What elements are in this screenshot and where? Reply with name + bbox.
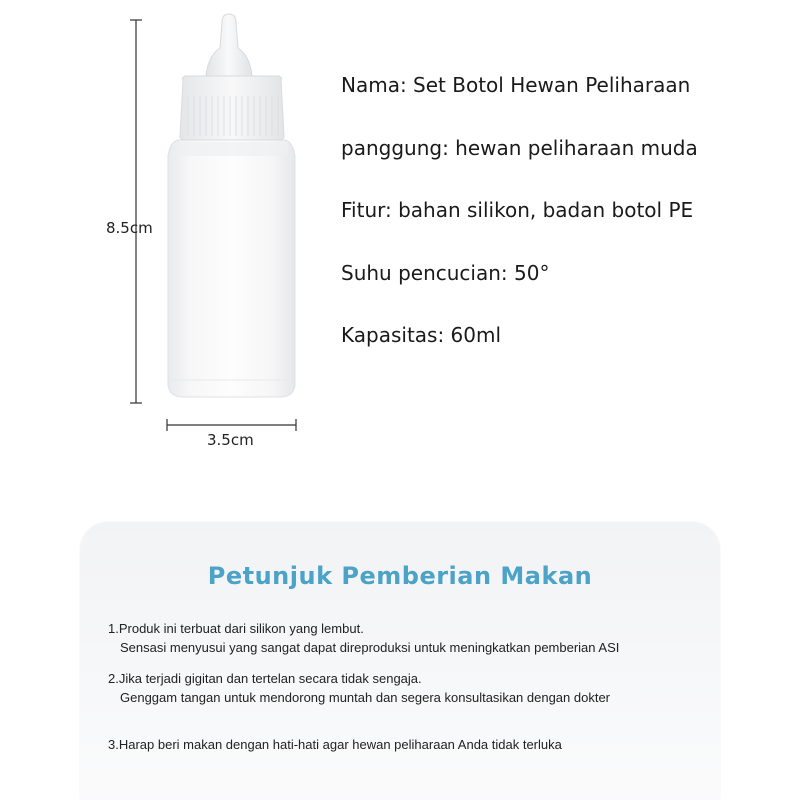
bottle-body bbox=[168, 140, 295, 397]
instruction-item bbox=[108, 619, 619, 657]
instruction-line: 3.Harap beri makan dengan hati-hati agar hewan peliharaan Anda tidak terluka bbox=[108, 737, 562, 752]
spec-wash-temperature: Suhu pencucian: 50° bbox=[341, 260, 550, 285]
bottle-nipple bbox=[206, 14, 252, 76]
spec-capacity: Kapasitas: 60ml bbox=[341, 323, 502, 347]
spec-features: Fitur: bahan silikon, badan botol PE bbox=[341, 198, 694, 222]
spec-list bbox=[341, 70, 698, 383]
spec-stage: panggung: hewan peliharaan muda bbox=[341, 135, 698, 160]
instruction-line: 2.Jika terjadi gigitan dan tertelan secara tidak sengaja. bbox=[108, 671, 422, 686]
height-dimension-line bbox=[130, 20, 142, 403]
instruction-item bbox=[108, 735, 562, 754]
spec-name: Nama: Set Botol Hewan Peliharaan bbox=[341, 73, 691, 97]
height-label: 8.5cm bbox=[106, 219, 153, 237]
instruction-line: Genggam tangan untuk mendorong muntah dan segera konsultasikan dengan dokter bbox=[120, 690, 611, 705]
instruction-item bbox=[108, 669, 610, 707]
bottle-cap bbox=[180, 76, 284, 140]
instructions-title: Petunjuk Pemberian Makan bbox=[207, 562, 593, 590]
instruction-line: 1.Produk ini terbuat dari silikon yang lembut. bbox=[108, 621, 364, 636]
width-label: 3.5cm bbox=[207, 431, 254, 449]
width-dimension-line bbox=[167, 419, 296, 431]
instruction-line: Sensasi menyusui yang sangat dapat direproduksi untuk meningkatkan pemberian ASI bbox=[120, 640, 620, 655]
